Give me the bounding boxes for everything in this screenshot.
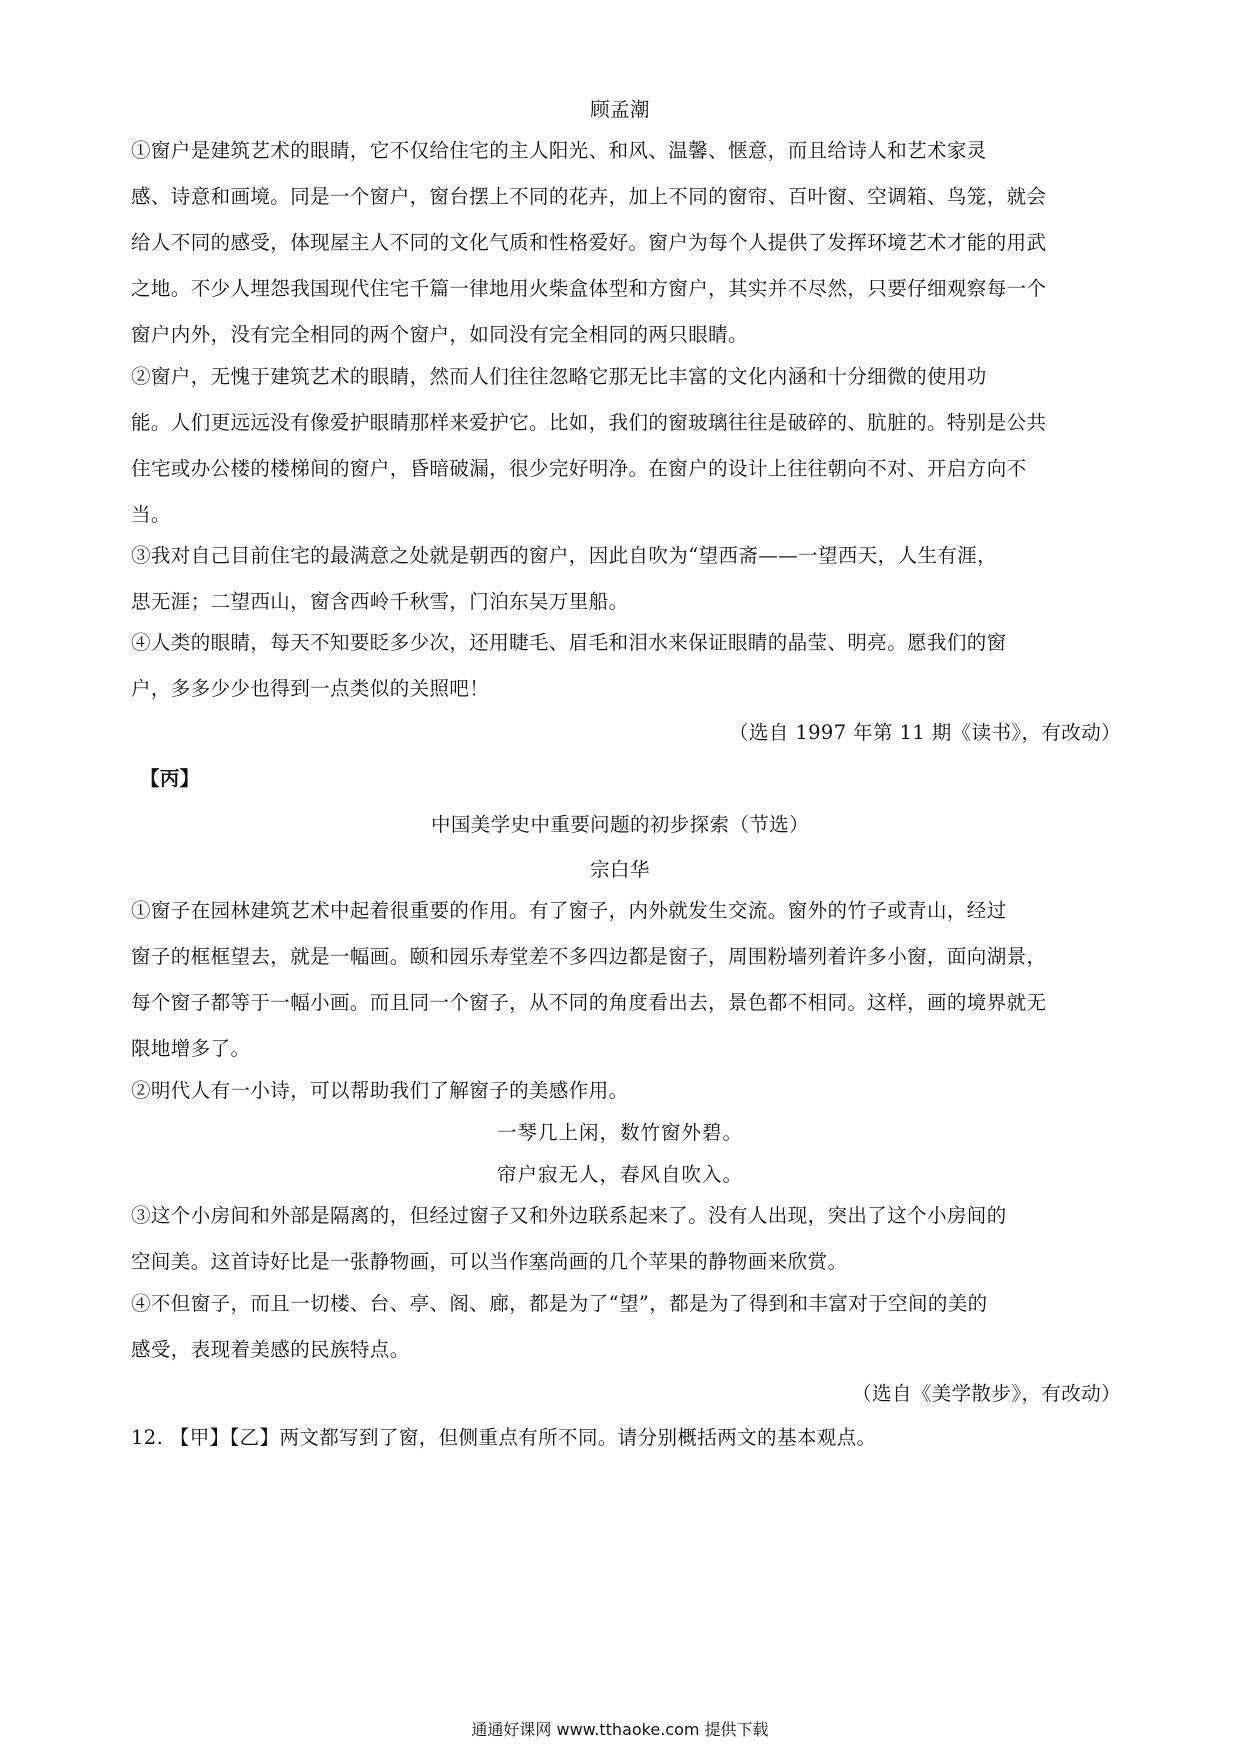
- text-line: ③这个小房间和外部是隔离的，但经过窗子又和外边联系起来了。没有人出现，突出了这个小房间的: [131, 1204, 1007, 1227]
- poem-line: 帘户寂无人，春风自吹入。: [496, 1163, 743, 1186]
- text-line: ③我对自己目前住宅的最满意之处就是朝西的窗户，因此自吹为“望西斋——一望西天，人生有涯，: [131, 544, 998, 567]
- text-line: 窗户内外，没有完全相同的两个窗户，如同没有完全相同的两只眼睛。: [131, 323, 748, 346]
- text-line: ①窗户是建筑艺术的眼睛，它不仅给住宅的主人阳光、和风、温馨、惬意，而且给诗人和艺术家灵: [131, 139, 987, 162]
- source-citation-yi: （选自 1997 年第 11 期《读书》，有改动）: [729, 721, 1121, 744]
- text-line: 户，多多少少也得到一点类似的关照吧！: [131, 677, 490, 700]
- text-line: 思无涯；二望西山，窗含西岭千秋雪，门泊东吴万里船。: [131, 590, 629, 613]
- text-line: 感受，表现着美感的民族特点。: [131, 1338, 410, 1361]
- source-citation-bing: （选自《美学散步》，有改动）: [852, 1382, 1121, 1405]
- author-zong-baihua: 宗白华: [590, 858, 650, 881]
- question-12: 12. 【甲】【乙】两文都写到了窗，但侧重点有所不同。请分别概括两文的基本观点。: [131, 1426, 877, 1449]
- text-line: ②窗户，无愧于建筑艺术的眼睛，然而人们往往忽略它那无比丰富的文化内涵和十分细微的使用功: [131, 365, 987, 388]
- text-line: 能。人们更远远没有像爱护眼睛那样来爱护它。比如，我们的窗玻璃往往是破碎的、肮脏的。特别是公共: [131, 411, 1047, 434]
- text-line: 窗子的框框望去，就是一幅画。颐和园乐寿堂差不多四边都是窗子，周围粉墙列着许多小窗，面向湖景，: [131, 945, 1047, 968]
- text-line: 限地增多了。: [131, 1037, 251, 1060]
- text-line: ④人类的眼睛，每天不知要眨多少次，还用睫毛、眉毛和泪水来保证眼睛的晶莹、明亮。愿我们的窗: [131, 631, 1007, 654]
- text-line: ④不但窗子，而且一切楼、台、亭、阁、廊，都是为了“望”，都是为了得到和丰富对于空间的美的: [131, 1292, 988, 1315]
- text-line: ①窗子在园林建筑艺术中起着很重要的作用。有了窗子，内外就发生交流。窗外的竹子或青山，经过: [131, 899, 1007, 922]
- author-gu-mengchao: 顾孟潮: [590, 98, 650, 121]
- poem-line: 一琴几上闲，数竹窗外碧。: [496, 1121, 743, 1144]
- text-line: 空间美。这首诗好比是一张静物画，可以当作塞尚画的几个苹果的静物画来欣赏。: [131, 1250, 848, 1273]
- text-line: 住宅或办公楼的楼梯间的窗户，昏暗破漏，很少完好明净。在窗户的设计上往往朝向不对、开启方向不: [131, 457, 1027, 480]
- text-line: 给人不同的感受，体现屋主人不同的文化气质和性格爱好。窗户为每个人提供了发挥环境艺术才能的用武: [131, 231, 1047, 254]
- footer-download-notice: 通通好课网 www.tthaoke.com 提供下载: [471, 1720, 769, 1739]
- text-line: 每个窗子都等于一幅小画。而且同一个窗子，从不同的角度看出去，景色都不相同。这样，画的境界就无: [131, 991, 1047, 1014]
- paragraph-bing-2: ②明代人有一小诗，可以帮助我们了解窗子的美感作用。: [131, 1079, 629, 1102]
- article-title-bing: 中国美学史中重要问题的初步探索（节选）: [430, 813, 810, 836]
- text-line: 感、诗意和画境。同是一个窗户，窗台摆上不同的花卉，加上不同的窗帘、百叶窗、空调箱、鸟笼，就会: [131, 185, 1047, 208]
- text-line: 当。: [131, 503, 171, 526]
- section-label-bing: 【丙】: [140, 767, 200, 790]
- text-line: 之地。不少人埋怨我国现代住宅千篇一律地用火柴盒体型和方窗户，其实并不尽然，只要仔细观察每一个: [131, 277, 1047, 300]
